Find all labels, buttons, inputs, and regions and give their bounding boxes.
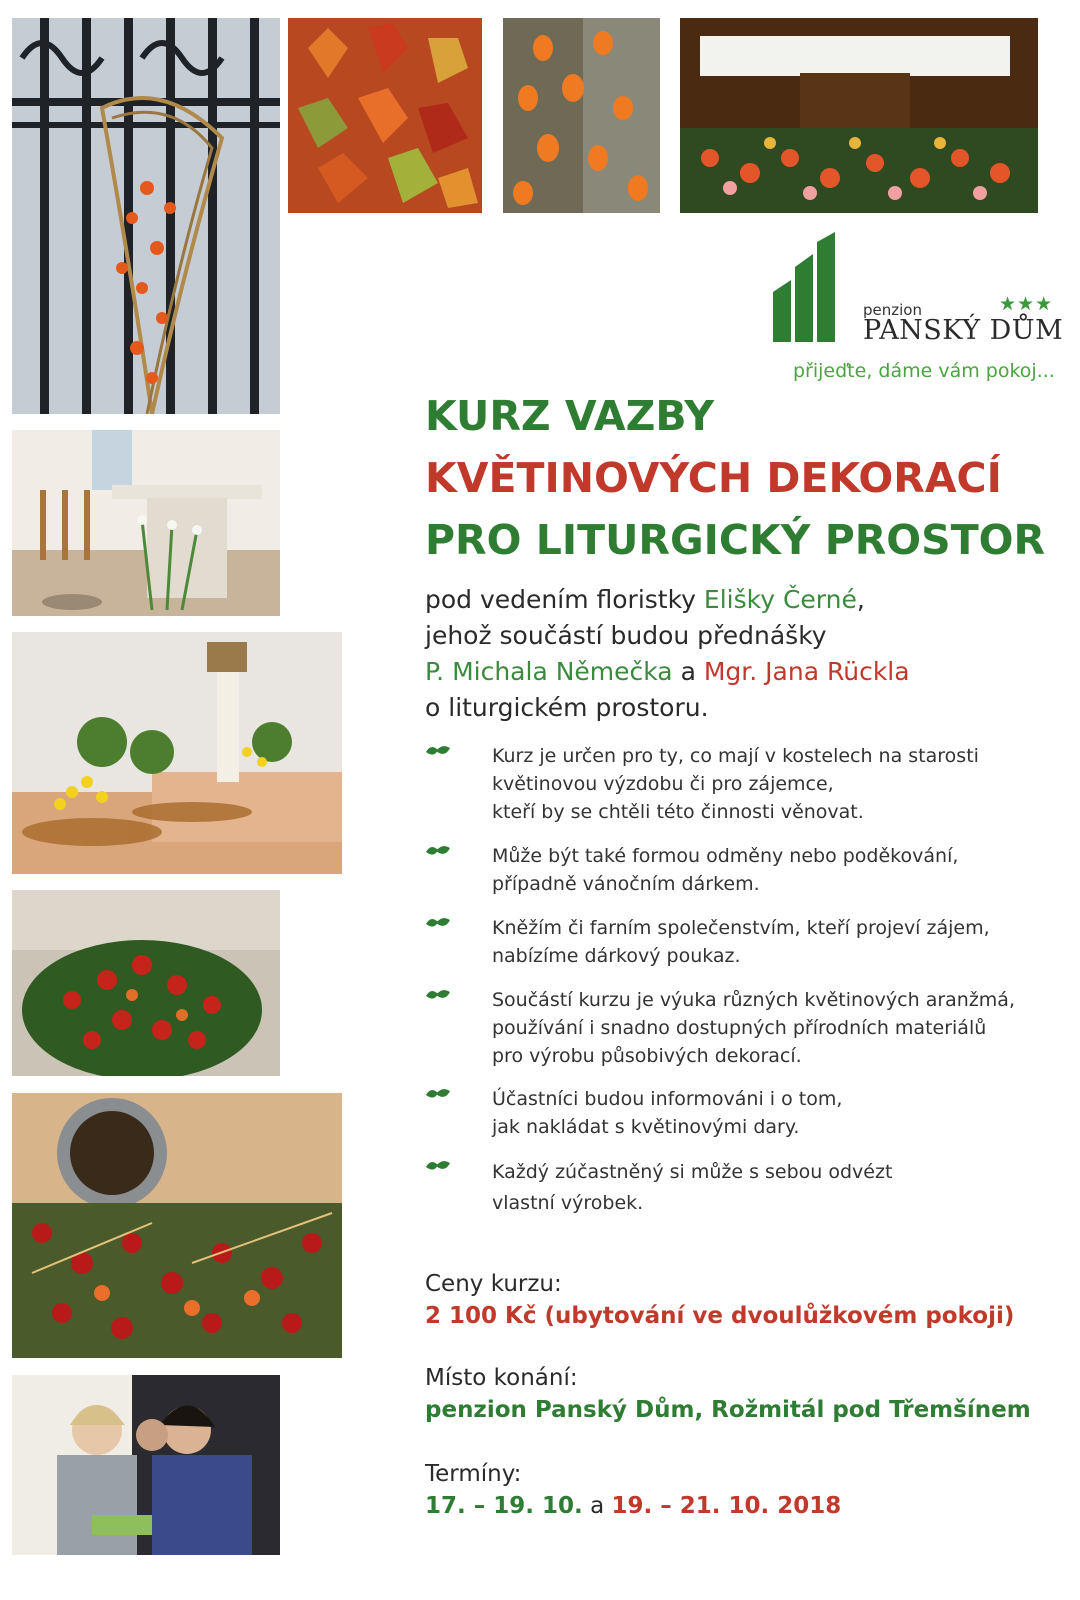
title-line-1: KURZ VAZBY (425, 392, 715, 440)
bullet-4-line-1: Součástí kurzu je výuka různých květinových aranžmá, (492, 989, 1015, 1011)
place-label: Místo konání: (425, 1365, 578, 1391)
logo (793, 237, 1073, 387)
bullet-2-line-2: případně vánočním dárkem. (492, 873, 760, 895)
photo-baptismal-arrangement (12, 1093, 342, 1358)
logo-bars-icon (773, 232, 843, 342)
florist-name: Elišky Černé (703, 585, 857, 614)
photo-lanterns (503, 18, 660, 213)
photo-red-arrangement (12, 890, 280, 1076)
photo-iron-gate-physalis (12, 18, 280, 414)
lecturer-2-name: Mgr. Jana Rückla (703, 657, 910, 686)
bullet-3-line-2: nabízíme dárkový poukaz. (492, 945, 741, 967)
leaf-ornament-icon (424, 843, 452, 861)
bullet-6-line-1: Každý zúčastněný si může s sebou odvézt (492, 1161, 893, 1183)
bullet-1-line-2: květinovou výzdobu či pro zájemce, (492, 773, 834, 795)
title-line-2: KVĚTINOVÝCH DEKORACÍ (425, 454, 1002, 502)
logo-penzion-label: penzion (863, 301, 922, 319)
leaf-ornament-icon (424, 987, 452, 1005)
leaf-ornament-icon (424, 1086, 452, 1104)
bullet-3-line-1: Kněžím či farním společenstvím, kteří projeví zájem, (492, 917, 990, 939)
leaf-ornament-icon (424, 915, 452, 933)
bullet-4-line-3: pro výrobu působivých dekorací. (492, 1045, 802, 1067)
intro-l1c: , (856, 585, 865, 614)
price-value: 2 100 Kč (ubytování ve dvoulůžkovém pokoji) (425, 1303, 1015, 1329)
photo-workshop-people (12, 1375, 280, 1555)
dates-label: Termíny: (425, 1461, 522, 1487)
place-section (425, 1362, 1031, 1426)
bullet-6-line-2: vlastní výrobek. (492, 1192, 644, 1214)
photo-chapel-altar (12, 430, 280, 616)
logo-stars: ★★★ (999, 293, 1054, 315)
bullet-1-line-3: kteří by se chtěli této činnosti věnovat. (492, 801, 864, 823)
intro-l4: o liturgickém prostoru. (425, 693, 709, 722)
intro-l3b: a (672, 657, 704, 686)
page-title (425, 385, 1045, 571)
bullet-4-line-2: používání i snadno dostupných přírodních materiálů (492, 1017, 987, 1039)
bullet-1-line-1: Kurz je určen pro ty, co mají v kostelech na starosti (492, 745, 979, 767)
date-separator: a (582, 1493, 612, 1519)
photo-autumn-corner (12, 632, 342, 874)
photo-autumn-leaves (288, 18, 482, 213)
date-first: 17. – 19. 10. (425, 1493, 583, 1519)
logo-tagline: přijeďte, dáme vám pokoj... (793, 360, 1055, 382)
price-label: Ceny kurzu: (425, 1271, 562, 1297)
place-value: penzion Panský Dům, Rožmitál pod Třemšínem (425, 1397, 1031, 1423)
date-second: 19. – 21. 10. 2018 (611, 1493, 842, 1519)
leaf-ornament-icon (424, 1158, 452, 1176)
intro-l2: jehož součástí budou přednášky (425, 621, 827, 650)
dates-section (425, 1458, 841, 1522)
logo-name: PANSKÝ DŮM (863, 315, 1064, 346)
intro-text (425, 582, 910, 726)
photo-altar-flowers (680, 18, 1038, 213)
bullet-2-line-1: Může být také formou odměny nebo poděkování, (492, 845, 959, 867)
leaf-ornament-icon (424, 743, 452, 761)
intro-l1a: pod vedením floristky (425, 585, 704, 614)
bullet-5-line-1: Účastníci budou informováni i o tom, (492, 1088, 843, 1110)
lecturer-1-name: P. Michala Němečka (425, 657, 673, 686)
price-section (425, 1268, 1014, 1332)
title-line-3: PRO LITURGICKÝ PROSTOR (425, 516, 1046, 564)
bullet-5-line-2: jak nakládat s květinovými dary. (492, 1116, 800, 1138)
